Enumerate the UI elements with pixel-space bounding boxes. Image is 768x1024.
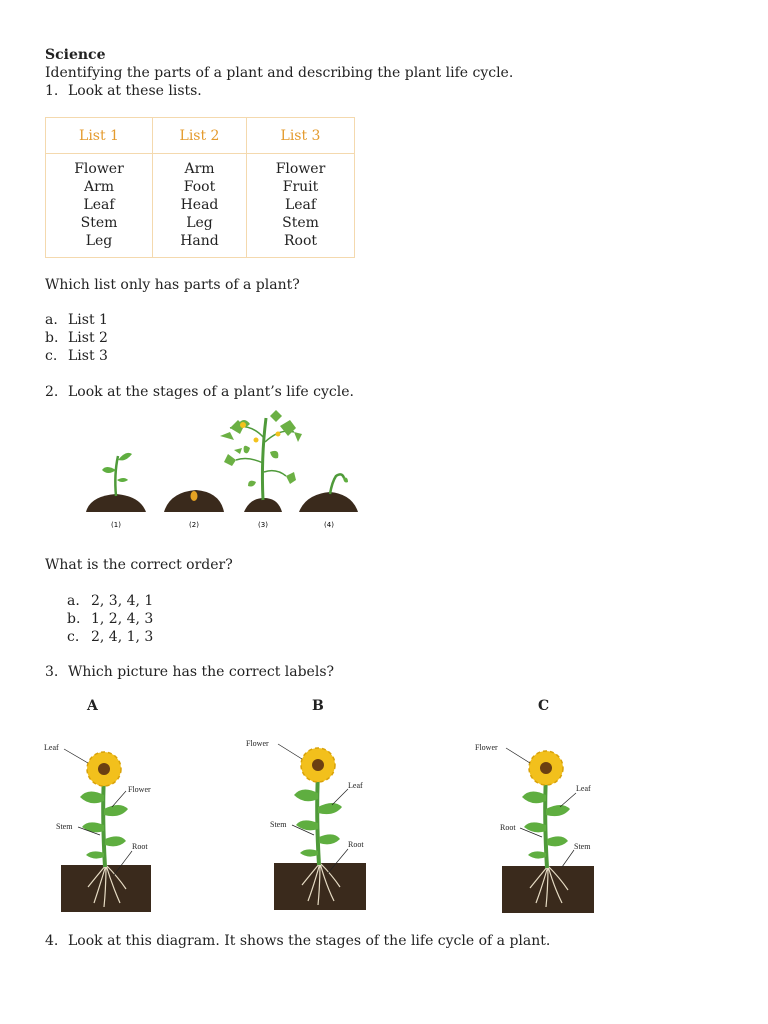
- list-3-column: [247, 154, 355, 258]
- option-text: List 3: [68, 348, 108, 364]
- option-letter: b.: [45, 330, 59, 346]
- list-2-column: [153, 154, 247, 258]
- label-flower: Flower: [475, 743, 498, 752]
- picture-b-letter: B: [312, 698, 324, 714]
- q1-number: 1.: [45, 83, 59, 99]
- q4-prompt: [45, 932, 550, 950]
- label-root: Root: [132, 842, 148, 851]
- q1-option-b[interactable]: [45, 329, 108, 347]
- label-stem: Stem: [56, 822, 73, 831]
- list-item: Fruit: [282, 179, 319, 195]
- life-cycle-stages-illustration: [80, 408, 365, 533]
- label-flower: Flower: [246, 739, 269, 748]
- option-letter: c.: [45, 348, 58, 364]
- list-item: Flower: [275, 161, 326, 177]
- picture-c-letter: C: [538, 698, 550, 714]
- q4-prompt-text: Look at this diagram. It shows the stages of the life cycle of a plant.: [68, 933, 551, 949]
- list-item: Hand: [180, 233, 219, 249]
- list-item: Leg: [186, 215, 213, 231]
- picture-b-sunflower-diagram[interactable]: [244, 735, 384, 915]
- label-root: Root: [348, 840, 364, 849]
- lesson-objective: Identifying the parts of a plant and describing the plant life cycle.: [45, 65, 514, 81]
- subject-title: Science: [45, 47, 106, 63]
- q2-option-c[interactable]: [67, 628, 153, 646]
- option-letter: a.: [45, 312, 58, 328]
- label-flower: Flower: [128, 785, 151, 794]
- q2-prompt: [45, 383, 354, 401]
- picture-a-sunflower-diagram[interactable]: [40, 735, 170, 915]
- option-text: 1, 2, 4, 3: [91, 611, 154, 627]
- sunflower-plant-icon: [274, 748, 366, 910]
- list-item: Leaf: [83, 197, 115, 213]
- list-item: Head: [180, 197, 219, 213]
- label-leaf: Leaf: [576, 784, 591, 793]
- stage-3-adult-plant-icon: [220, 410, 302, 512]
- option-letter: c.: [67, 629, 80, 645]
- stage-label-3: (3): [258, 521, 268, 529]
- q3-prompt-text: Which picture has the correct labels?: [68, 664, 335, 680]
- list-1-column: [46, 154, 153, 258]
- stage-label-1: (1): [111, 521, 121, 529]
- stage-4-sprouting-seed-icon: [299, 474, 358, 512]
- list-item: Arm: [83, 179, 115, 195]
- q1-option-a[interactable]: [45, 311, 108, 329]
- stage-2-seed-icon: [164, 490, 224, 512]
- lists-table: [45, 117, 355, 258]
- option-text: List 1: [68, 312, 108, 328]
- q1-prompt-text: Look at these lists.: [68, 83, 202, 99]
- label-leaf: Leaf: [44, 743, 59, 752]
- label-stem: Stem: [574, 842, 591, 851]
- label-root: Root: [500, 823, 516, 832]
- q1-option-c[interactable]: [45, 347, 108, 365]
- option-text: 2, 3, 4, 1: [91, 593, 154, 609]
- list-item: Arm: [184, 161, 215, 177]
- list-item: Stem: [282, 215, 319, 231]
- list-item: Root: [283, 233, 318, 249]
- picture-a-letter: A: [87, 698, 98, 714]
- option-letter: a.: [67, 593, 80, 609]
- picture-c-sunflower-diagram[interactable]: [470, 735, 610, 915]
- stage-1-seedling-icon: [86, 453, 146, 512]
- q2-question: What is the correct order?: [45, 557, 233, 573]
- table-header-list-1: List 1: [46, 118, 153, 154]
- q2-number: 2.: [45, 384, 59, 400]
- list-item: Flower: [74, 161, 124, 177]
- q2-option-a[interactable]: [67, 592, 153, 610]
- q1-question: Which list only has parts of a plant?: [45, 277, 300, 293]
- q3-number: 3.: [45, 664, 59, 680]
- sunflower-plant-icon: [61, 752, 151, 912]
- q2-option-b[interactable]: [67, 610, 153, 628]
- q1-prompt: [45, 82, 202, 100]
- q3-prompt: [45, 663, 334, 681]
- q4-number: 4.: [45, 933, 59, 949]
- list-item: Leaf: [284, 197, 317, 213]
- stage-label-4: (4): [324, 521, 334, 529]
- table-header-list-2: List 2: [153, 118, 247, 154]
- list-item: Foot: [183, 179, 216, 195]
- stage-label-2: (2): [189, 521, 199, 529]
- option-text: List 2: [68, 330, 108, 346]
- list-item: Leg: [85, 233, 113, 249]
- option-letter: b.: [67, 611, 81, 627]
- q1-options: [45, 311, 108, 365]
- label-leaf: Leaf: [348, 781, 363, 790]
- q2-options: [67, 592, 153, 646]
- label-stem: Stem: [270, 820, 287, 829]
- q2-prompt-text: Look at the stages of a plant’s life cycle.: [68, 384, 354, 400]
- list-item: Stem: [80, 215, 118, 231]
- option-text: 2, 4, 1, 3: [91, 629, 154, 645]
- table-header-list-3: List 3: [247, 118, 355, 154]
- sunflower-plant-icon: [502, 751, 594, 913]
